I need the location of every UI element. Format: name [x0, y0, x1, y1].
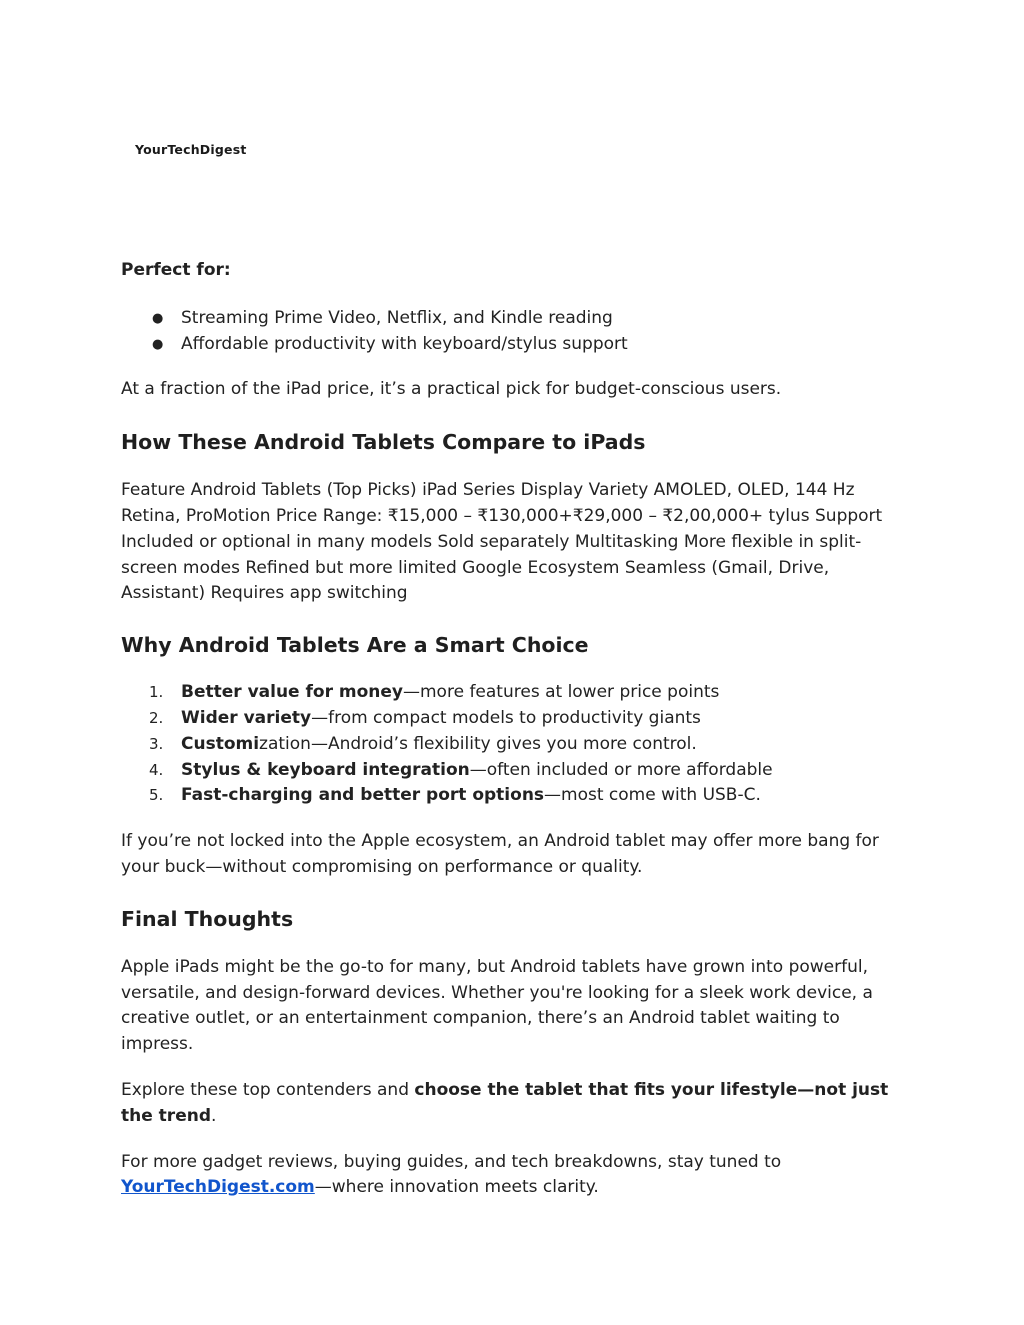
bullet-icon: ●	[152, 336, 164, 352]
list-item	[121, 332, 911, 358]
yourtechdigest-link[interactable]: YourTechDigest.com	[121, 1177, 315, 1198]
list-item-text: —most come with USB-C.	[544, 785, 761, 806]
list-number: 5.	[149, 786, 164, 805]
explore-paragraph	[121, 1078, 911, 1130]
list-item-bold: Stylus & keyboard integration	[181, 759, 470, 780]
explore-bold: choose the tablet that fits your lifestyle—not just the trend	[121, 1079, 889, 1126]
list-item	[121, 706, 911, 732]
list-number: 1.	[149, 683, 164, 702]
smart-choice-closing: If you’re not locked into the Apple ecosystem, an Android tablet may offer more bang for your buck—without compromising on performance or quality.	[121, 831, 879, 877]
list-item-text: —from compact models to productivity giants	[311, 707, 701, 728]
list-item-text: Affordable productivity with keyboard/stylus support	[181, 333, 628, 354]
list-item-text: Streaming Prime Video, Netflix, and Kindle reading	[181, 307, 613, 328]
list-number: 3.	[149, 734, 164, 753]
list-item	[121, 680, 911, 706]
article-content	[121, 258, 911, 1201]
smart-choice-heading: Why Android Tablets Are a Smart Choice	[121, 633, 589, 658]
fraction-paragraph: At a fraction of the iPad price, it’s a practical pick for budget-conscious users.	[121, 379, 782, 400]
list-number: 2.	[149, 708, 164, 727]
compare-body: Feature Android Tablets (Top Picks) iPad Series Display Variety AMOLED, OLED, 144 Hz Retina, ProMotion Price Range: ₹15,000 – ₹130,000+₹29,000 – ₹2,00,000+ tylus Support Included or optional in many models Sold separately Multitasking More flexible in split-screen modes Refined but more limited Google Ecosystem Seamless (Gmail, Drive, Assistant) Requires app switching	[121, 480, 883, 604]
explore-prefix: Explore these top contenders and	[121, 1079, 415, 1100]
more-suffix: —where innovation meets clarity.	[314, 1177, 599, 1198]
list-item-text: —often included or more affordable	[469, 759, 773, 780]
list-item-text: zation—Android’s flexibility gives you more control.	[259, 733, 697, 754]
list-item-text: —more features at lower price points	[403, 682, 720, 703]
more-paragraph	[121, 1150, 911, 1202]
list-item	[121, 732, 911, 758]
list-item-bold: Better value for money	[181, 682, 403, 703]
list-item-bold: Wider variety	[181, 707, 312, 728]
smart-choice-list	[121, 680, 911, 809]
final-thoughts-heading: Final Thoughts	[121, 906, 294, 931]
more-prefix: For more gadget reviews, buying guides, and tech breakdowns, stay tuned to	[121, 1151, 782, 1172]
explore-suffix: .	[211, 1105, 217, 1126]
list-item	[121, 783, 911, 809]
compare-heading: How These Android Tablets Compare to iPads	[121, 430, 646, 455]
perfect-for-label: Perfect for:	[121, 260, 231, 280]
list-item-bold: Fast-charging and better port options	[181, 785, 545, 806]
perfect-for-list	[121, 306, 911, 358]
bullet-icon: ●	[152, 310, 164, 326]
list-item	[121, 306, 911, 332]
final-paragraph: Apple iPads might be the go-to for many, but Android tablets have grown into powerful, versatile, and design-forward devices. Whether you're looking for a sleek work device, a creative outlet, or an entertainment companion, there’s an Android tablet waiting to impress.	[121, 956, 873, 1055]
list-number: 4.	[149, 760, 164, 779]
site-logo: YourTechDigest	[135, 142, 247, 157]
list-item-bold: Customi	[181, 733, 260, 754]
list-item	[121, 758, 911, 784]
